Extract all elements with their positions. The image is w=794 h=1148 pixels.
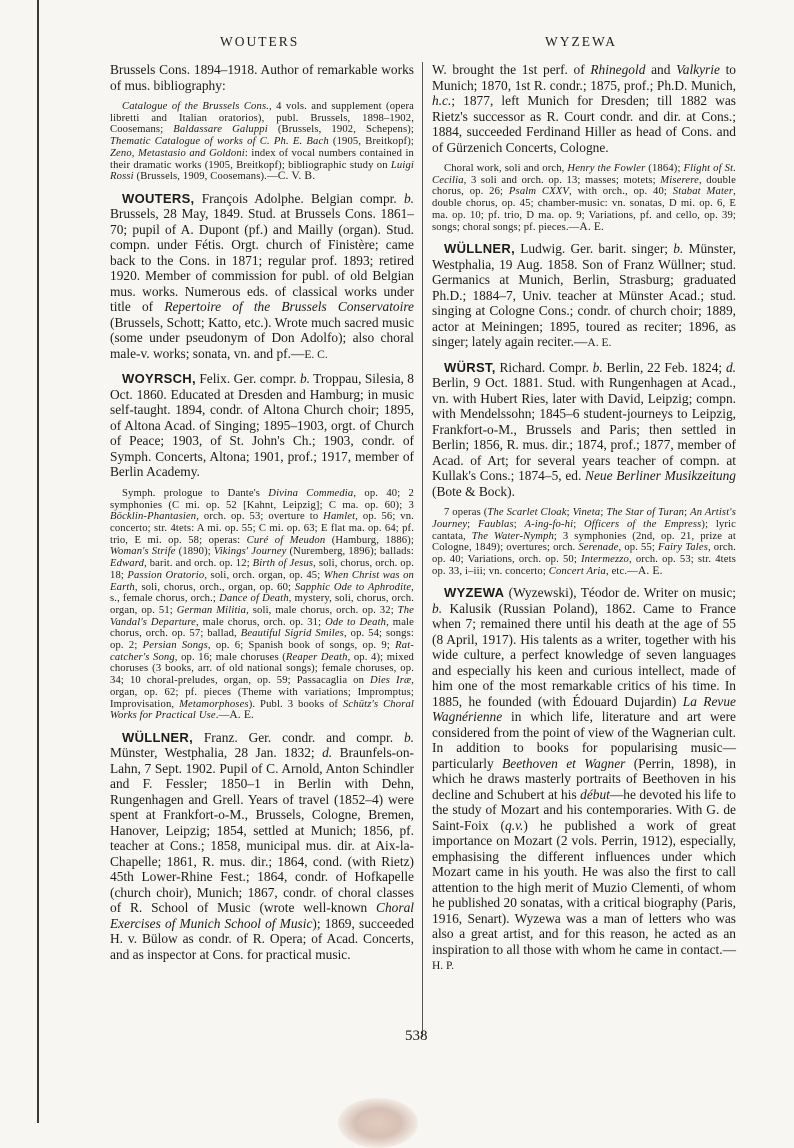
entry-text: Ludwig. Ger. barit. singer; <box>515 241 674 257</box>
work-title: Ode to Death <box>325 616 387 628</box>
work-title: The Star of Turan <box>606 507 685 519</box>
born-mark: b. <box>432 600 443 616</box>
works-text: ; <box>600 507 607 519</box>
works-text: , male chorus, orch. op. 31; <box>195 616 326 628</box>
works-text: , 3 soli and orch. op. 13; masses; motets; <box>463 174 661 186</box>
entry-text: in which life, literature and art were considered from the point of view of the Wagnerian cult. In addition to books for popularising music—particularly <box>432 709 736 771</box>
work-title: The Vandal's Departure <box>110 604 414 628</box>
work-title: Choral Exercises of Munich School of Music <box>110 900 414 931</box>
author-signature: A. E. <box>587 337 612 350</box>
works-text: , s., female chorus, orch.; <box>110 581 414 605</box>
work-title: Stabat Mater <box>672 186 734 198</box>
work-title: Beethoven et Wagner <box>502 755 626 771</box>
work-title: The Water-Nymph <box>471 530 554 542</box>
works-list-wullner-franz <box>432 163 736 233</box>
work-title: Persian Songs <box>142 640 208 652</box>
work-title: Catalogue of the Brussels Cons. <box>122 101 270 112</box>
works-text: ). Publ. 3 books of <box>248 698 343 710</box>
born-mark: b. <box>673 241 684 257</box>
work-title: Fairy Tales <box>657 542 708 554</box>
work-title: Edward <box>110 558 145 570</box>
headword: WÜLLNER, <box>444 241 515 257</box>
page-binding-edge <box>37 0 39 1123</box>
born-mark: b. <box>299 371 310 387</box>
works-text: , op. 55; <box>618 542 658 554</box>
work-title: Metamorphoses <box>179 698 249 710</box>
work-title: Hamlet <box>323 511 356 523</box>
died-mark: d. <box>322 745 333 761</box>
entry-text: Richard. Compr. <box>495 359 593 375</box>
works-text: ; <box>467 518 478 530</box>
entry-text: Kalusik (Russian Poland), 1862. Came to France when 7; remained there until his death at the age of 55 (8 April, 1917). His talents as a writer, together with his wide culture, a perfect knowledge of seven languages and especially his keen and curious intellect, made of him one of the most remarkable critics of his time. In 1885, he founded (with Édouard Dujardin) <box>432 600 736 709</box>
right-column <box>432 62 736 983</box>
works-text: ; 3 symphonies (2nd, op. 21, prize at Cologne, 1849); overtures; orch. <box>432 530 736 554</box>
entry-text: W. brought the 1st perf. of <box>432 62 591 77</box>
works-text: , with orch., op. 40; <box>569 186 673 198</box>
works-text: ; <box>513 518 525 530</box>
entry-text: (Bote & Bock). <box>432 483 515 499</box>
entry-text: Berlin, 22 Feb. 1824; <box>602 359 726 375</box>
works-text: ; <box>573 518 584 530</box>
works-text: (Brussels, 1902, Schepens); <box>267 124 415 136</box>
born-mark: b. <box>403 190 414 206</box>
work-title: Thematic Catalogue of works of C. Ph. E. Bach <box>110 136 329 148</box>
work-title: Psalm CXXV <box>508 186 570 198</box>
works-text: Choral work, soli and orch, <box>444 163 568 174</box>
running-head-left: WOUTERS <box>220 34 300 49</box>
work-title: Concert Aria <box>548 565 606 577</box>
works-text: , double chorus, op. 45; chamber-music: vn. sonatas, D mi. op. 6, E ma. op. 10; pf. trio, D ma. op. 9; Variations, pf. and cello, op. 39; songs; choral songs; pf. pieces.— <box>432 186 736 233</box>
work-title: Baldassare Galuppi <box>173 124 268 136</box>
work-title: Sapphic Ode to Aphrodite <box>294 581 412 593</box>
works-text: ); lyric cantata, <box>432 518 736 542</box>
work-title: Dance of Death <box>219 593 289 605</box>
column-divider <box>422 62 423 1037</box>
work-title: Böcklin-Phantasien <box>110 511 197 523</box>
work-title: Intermezzo <box>580 554 629 566</box>
works-text: (1905, Breitkopf); <box>328 136 414 148</box>
entry-text: ); 1869, succeeded H. v. Bülow as condr. of R. Opera; of Acad. Concerts, and as inspector at Cons. for practical music. <box>110 915 415 962</box>
works-text: , barit. and orch. op. 12; <box>144 558 253 570</box>
entry-text: François Adolphe. Belgian compr. <box>194 190 404 206</box>
works-text: , orch. op. 40; Variations, orch. op. 50; <box>432 542 736 566</box>
author-signature: A. E. <box>637 564 663 577</box>
entry-wullner-franz <box>110 730 414 963</box>
entry-text: (Brussels, Schott; Katto, etc.). Wrote much sacred music (some under pseudonym of Don Adolfo); also choral male-v. works; sonata, vn. and pf.— <box>110 314 414 361</box>
work-title: Faublas <box>477 518 514 530</box>
author-signature: E. C. <box>304 348 328 361</box>
work-title: Zeno, Metastasio and Goldoni <box>110 147 245 159</box>
work-title: La Revue Wagnérienne <box>432 693 736 725</box>
work-title: Birth of Jesus <box>252 558 314 570</box>
continued-entry-wullner-franz <box>432 62 736 155</box>
author-signature: C. V. B. <box>277 170 316 183</box>
born-mark: b. <box>403 729 414 745</box>
works-text: , double chorus, op. 26; <box>432 174 736 198</box>
work-title: Flight of St. Cecilia <box>432 163 736 186</box>
entry-text: ; 1877, left Munich for Dresden; till 1882 was Rietz's successor as R. Court condr. and dir. at Cons.; 1884, succeeded Ferdinand Hiller as head of Cons. and of Gürzenich Concerts, Cologne. <box>432 93 736 155</box>
entry-text: (Wyzewski), Téodor de. Writer on music; <box>504 585 736 601</box>
works-text: , op. 4); mixed choruses (3 books, arr. of old national songs); female choruses, op. 34; 10 choral-preludes, organ, op. 59; Passacaglia on <box>110 651 415 687</box>
works-text: (1864); <box>645 163 684 174</box>
work-title: Reaper Death <box>285 651 348 663</box>
work-title: Rhinegold <box>590 62 646 77</box>
entry-text: Münster, Westphalia, 19 Aug. 1858. Son of Franz Wüllner; stud. Germanics at Munich, Berlin, Strasburg; graduated Ph.D.; 1884–7, Univ. teacher at Münster Acad.; stud. singing at Cologne Cons.; condr. of church choir; 1889, actor at Meiningen; 1895, toured as reciter; 1896, as singer; lately again reciter.— <box>432 241 736 350</box>
work-title: Rat-catcher's Song <box>110 640 414 663</box>
work-title: When Christ was on Earth <box>110 569 414 593</box>
work-title: Passion Oratorio <box>127 569 205 581</box>
work-title: Vineta <box>572 507 601 519</box>
work-title: German Militia <box>176 604 247 616</box>
works-text: , orch. op. 53; str. 4tets op. 33, i–iii; vn. concerto; <box>432 554 736 577</box>
work-title: The Scarlet Cloak <box>487 507 567 519</box>
works-text: , op. 40; 2 symphonies (C mi. op. 52 [Kahnt, Leipzig]; C ma. op. 60); 3 <box>110 487 414 511</box>
works-text: Symph. prologue to Dante's <box>122 487 269 499</box>
work-title: Valkyrie <box>676 62 720 77</box>
died-mark: d. <box>725 359 736 375</box>
headword: WÜRST, <box>444 359 496 375</box>
work-title: Neue Berliner Musikzeitung <box>585 468 736 484</box>
works-text: 7 operas ( <box>444 507 488 519</box>
entry-text: Münster, Westphalia, 28 Jan. 1832; <box>110 745 323 761</box>
entry-wyzewa <box>432 585 736 975</box>
works-text: (1890); <box>175 546 214 558</box>
entry-text: Troppau, Silesia, 8 Oct. 1860. Educated at Dresden and Hamburg; in music self-taught. 1894, condr. of Altona Church choir; 1895, of Altona Acad. of Singing; 1895–1903, orgt. of Church of Peace; 1903, of St. John's Ch.; 1903, condr. of Symph. Concerts, Altona; 1901, prof.; 1917, member of Berlin Academy. <box>110 371 414 480</box>
works-text: ; <box>684 507 691 519</box>
library-stamp <box>338 1098 418 1148</box>
works-text: , op. 54; songs: op. 2; <box>110 628 414 652</box>
works-text: , op. 16; male choruses ( <box>174 651 286 663</box>
works-text: , soli, chorus, orch., organ, op. 60; <box>134 581 295 593</box>
born-mark: b. <box>592 359 603 375</box>
entry-wurst <box>432 360 736 500</box>
work-title: An Artist's Journey <box>432 507 736 530</box>
work-title: Luigi Rossi <box>110 159 414 183</box>
entry-text: to Munich; 1870, 1st R. condr.; 1875, prof.; Ph.D. Munich, <box>432 62 737 93</box>
work-title: Curé of Meudon <box>246 534 326 546</box>
works-text: , organ, op. 62; pf. pieces (Theme with variations; Impromptus; Improvisation, <box>110 675 415 710</box>
work-title: Officers of the Empress <box>583 518 702 530</box>
headword: WYZEWA <box>444 585 505 601</box>
author-signature: A. E. <box>229 709 255 722</box>
works-text: : index of vocal numbers contained in their dramatic works (1905, Breitkopf); bibliographic study on <box>110 147 415 171</box>
work-title: Vikings' Journey <box>213 546 287 558</box>
page-number: 538 <box>405 1028 428 1044</box>
author-signature: A. E. <box>579 220 605 233</box>
work-title: Divina Commedia <box>268 487 354 499</box>
works-text: , soli, chorus, orch. op. 18; <box>110 558 414 581</box>
works-list-woyrsch <box>110 488 414 722</box>
works-list-wurst <box>432 507 736 577</box>
work-title: Dies Iræ <box>370 675 412 687</box>
entry-text: Brussels, 28 May, 1849. Stud. at Brussels Cons. 1861–70; pupil of A. Dupont (pf.) and Mailly (organ). Stud. compn. under Fétis. Orgt. church of Finistère; came back to the Cons. in 1871; regular prof. 1893; retired 1920. Member of commission for publ. of old Belgian mus. works. Numerous eds. of classical works under title of <box>110 206 414 315</box>
work-title: Henry the Fowler <box>567 163 646 174</box>
works-text: , 4 vols. and supplement (opera libretti and Italian oratorios), publ. Brussels, 1898–1902, Coosemans; <box>110 101 414 136</box>
headword: WÜLLNER, <box>122 729 193 745</box>
work-title: Woman's Strife <box>110 546 176 558</box>
works-text: , orch. op. 53; overture to <box>196 511 324 523</box>
works-text: .— <box>215 710 230 722</box>
entry-text: —he devoted his life to the study of Mozart and his contemporaries. With G. de Saint-Foix ( <box>432 786 736 833</box>
abbreviation: h.c. <box>432 93 452 108</box>
works-text: , soli, orch. organ, op. 45; <box>204 569 324 581</box>
foreign-word: début <box>580 786 610 802</box>
author-signature: H. P. <box>432 960 455 973</box>
works-list-bibliography <box>110 101 414 183</box>
works-text: , op. 56; vn. concerto; str. 4tets: A mi. op. 55; C mi. op. 63; E flat ma. op. 64; pf. trio, E mi. op. 58; operas: <box>110 511 414 546</box>
entry-text: ) he published a work of great importance on Mozart (2 vols. Perrin, 1912), especially, emphasising the different influences under which Mozart came in his youth. He was also the first to call attention to the high merit of Muzio Clementi, of whom he published 20 sonatas, with a critical biography (Paris, 1916, Senart). Wyzewa was a man of letters who was also a great artist, and for this reason, he acted as an inspiration to all those with whom he came in contact.— <box>432 817 737 957</box>
entry-text: and <box>645 62 677 77</box>
works-text: , soli, male chorus, orch. op. 32; <box>246 604 398 616</box>
works-text: (Hamburg, 1886); <box>325 534 414 546</box>
works-text: , male chorus, orch. op. 57; ballad, <box>110 616 414 640</box>
work-title: Beautiful Sigrid Smiles <box>240 628 344 640</box>
headword: WOYRSCH, <box>122 371 196 387</box>
works-text: (Brussels, 1909, Coosemans).— <box>133 171 278 183</box>
entry-woyrsch <box>110 371 414 480</box>
entry-text: Braunfels-on-Lahn, 7 Sept. 1902. Pupil of C. Arnold, Anton Schindler and F. Fessler; 1850–1 in Berlin with Dehn, Rungenhagen and Grell. Years of travel (1852–4) were spent at Frankfort-o-M., Brussels, Cologne, Bremen, Hanover, Leipzig; 1854, settled at Munich; 1856, pf. teacher at Cons.; 1858, municipal mus. dir. at Aix-la-Chapelle; 1861, R. mus. dir.; 1864, cond. (with Rietz) 45th Lower-Rhine Fest.; 1864, condr. of Hofkapelle (church choir), Munich; 1867, condr. of choral classes of R. School of Music (wrote well-known <box>110 745 414 916</box>
work-title: Miserere <box>660 174 699 186</box>
entry-text: (Perrin, 1898), in which he draws masterly portraits of Beethoven in his decline and Schubert at his <box>432 755 736 802</box>
entry-wullner-ludwig <box>432 241 736 352</box>
entry-text: Franz. Ger. condr. and compr. <box>193 729 404 745</box>
left-column <box>110 62 414 970</box>
work-title: Schütz's Choral Works for Practical Use <box>110 698 415 722</box>
entry-text: Berlin, 9 Oct. 1881. Stud. with Rungenhagen at Acad., vn. with Hubert Ries, later with David, Leipzig; compn. with Mendelssohn; 1845–6 student-journeys to Leipzig, Frankfort-o-M., Brussels and Paris; then settled in Berlin; 1856, R. mus. dir.; 1874, prof.; 1877, member of Acad. of Art; for several years teacher of compn. at Kullak's Cons.; 1874–5, ed. <box>432 375 736 484</box>
continued-entry-text: Brussels Cons. 1894–1918. Author of remarkable works of mus. bibliography: <box>110 62 414 93</box>
works-text: , mystery, soli, chorus, orch. organ, op. 51; <box>110 593 414 616</box>
work-title: Serenade <box>578 542 619 554</box>
work-title: A-ing-fo-hi <box>524 518 574 530</box>
entry-wouters <box>110 191 414 364</box>
work-title: Repertoire of the Brussels Conservatoire <box>164 299 414 315</box>
headword: WOUTERS, <box>122 190 195 206</box>
entry-text: Felix. Ger. compr. <box>195 371 300 387</box>
works-text: (Nuremberg, 1896); ballads: <box>286 546 414 558</box>
cross-reference: q.v. <box>505 817 524 833</box>
works-text: ; <box>566 507 573 519</box>
works-text: , etc.— <box>605 565 638 577</box>
running-head-right: WYZEWA <box>545 34 617 49</box>
works-text: , op. 6; Spanish book of songs, op. 9; <box>207 640 396 652</box>
